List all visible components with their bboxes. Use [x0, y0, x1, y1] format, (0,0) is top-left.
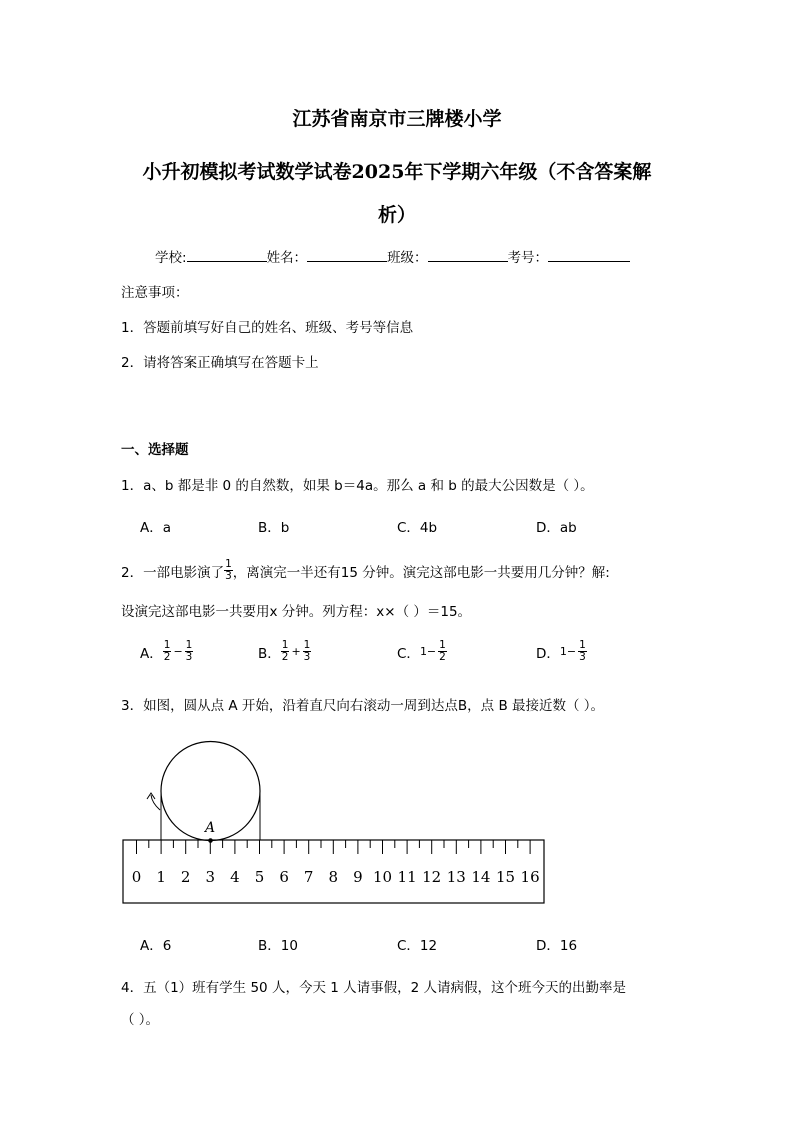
q2-option-b[interactable] [258, 640, 311, 663]
frac-numerator: 1 [303, 639, 311, 651]
question-4-line-1: 4．五（1）班有学生 50 人，今天 1 人请事假，2 人请病假，这个班今天的出勤率是 [121, 980, 626, 996]
q3-option-c[interactable]: C．12 [397, 938, 438, 954]
frac-denominator: 2 [163, 651, 171, 663]
frac-numerator: 1 [579, 639, 586, 651]
note-item-2: 2．请将答案正确填写在答题卡上 [121, 355, 319, 371]
frac-denominator: 3 [185, 651, 193, 663]
notes-heading: 注意事项： [121, 285, 189, 301]
ruler-tick-label: 11 [397, 868, 417, 886]
q2-fraction-numerator: 1 [225, 558, 232, 570]
frac-numerator: 1 [281, 639, 289, 651]
q2-fraction [224, 559, 233, 582]
operator: + [291, 645, 301, 658]
q2-option-b-label: B． [258, 645, 281, 662]
question-2-line-2: 设演完这部电影一共要用x 分钟。列方程：x×（ ）＝15。 [121, 604, 472, 620]
q2-option-a-label: A． [140, 645, 163, 662]
q2-option-a[interactable] [140, 640, 193, 663]
name-label: 姓名： [266, 250, 308, 266]
q2-fraction-denominator: 3 [225, 570, 232, 582]
q2-c-frac [438, 640, 447, 663]
ruler-tick-label: 15 [495, 868, 516, 886]
q2-option-d-expression [560, 640, 587, 663]
ruler-tick-label: 10 [372, 868, 393, 886]
q2-b-frac-1 [281, 640, 290, 663]
class-label: 班级： [387, 250, 428, 266]
q2-option-d-label: D． [536, 645, 560, 662]
number-blank[interactable] [548, 247, 630, 262]
frac-numerator: 1 [163, 639, 171, 651]
q2-option-c-expression [420, 640, 447, 663]
question-2-stem [121, 559, 610, 582]
ruler-tick-label: 12 [422, 868, 442, 886]
frac-denominator: 3 [303, 651, 311, 663]
ruler-ticks [132, 840, 540, 886]
operator: − [173, 645, 183, 658]
point-a-label: A [205, 820, 216, 836]
q2-option-a-expression [163, 640, 194, 663]
number-label: 考号： [507, 250, 549, 266]
q2-d-frac [578, 640, 587, 663]
ruler-tick-label: 3 [205, 868, 216, 886]
q1-option-a[interactable]: A．a [140, 520, 172, 536]
question-4-line-2: （ ）。 [121, 1012, 160, 1028]
ruler-tick-label: 0 [131, 868, 142, 886]
note-item-1: 1．答题前填写好自己的姓名、班级、考号等信息 [121, 320, 414, 336]
frac-denominator: 2 [439, 651, 446, 663]
question-1-stem: 1．a、b 都是非 0 的自然数，如果 b＝4a。那么 a 和 b 的最大公因数是（ ）。 [121, 478, 594, 494]
ruler-tick-label: 14 [471, 868, 491, 886]
ruler-tick-label: 9 [353, 868, 363, 886]
q2-b-frac-2 [303, 640, 312, 663]
title-line-1: 江苏省南京市三牌楼小学 [292, 108, 502, 130]
school-blank[interactable] [187, 247, 267, 262]
ruler-tick-label: 5 [254, 868, 265, 886]
question-3-stem: 3．如图，圆从点 A 开始，沿着直尺向右滚动一周到达点B，点 B 最接近数（ ）。 [121, 698, 605, 714]
q1-option-b[interactable]: B．b [258, 520, 290, 536]
ruler-tick-label: 4 [230, 868, 240, 886]
q2-a-frac-2 [185, 640, 194, 663]
name-blank[interactable] [307, 247, 387, 262]
ruler-tick-label: 7 [303, 868, 314, 886]
q2-option-c-label: C． [397, 645, 420, 662]
frac-numerator: 1 [439, 639, 446, 651]
q3-option-b[interactable]: B．10 [258, 938, 298, 954]
frac-denominator: 3 [579, 651, 586, 663]
q3-option-a[interactable]: A．6 [140, 938, 172, 954]
section-heading-choice: 一、选择题 [121, 442, 189, 458]
q2-option-b-expression [281, 640, 312, 663]
ruler-tick-label: 16 [520, 868, 540, 886]
q2-option-d[interactable] [536, 640, 587, 663]
q1-option-c[interactable]: C．4b [397, 520, 438, 536]
title-line-2: 小升初模拟考试数学试卷2025年下学期六年级（不含答案解 [142, 161, 652, 183]
student-info-row [155, 246, 630, 266]
school-label: 学校: [155, 250, 187, 266]
whole-minus: 1− [559, 645, 577, 658]
q3-option-d[interactable]: D．16 [536, 938, 578, 954]
title-line-3: 析） [377, 204, 416, 226]
ruler-circle-figure [110, 735, 560, 910]
ruler-tick-label: 8 [328, 868, 339, 886]
q2-a-frac-1 [163, 640, 172, 663]
frac-numerator: 1 [185, 639, 193, 651]
q1-option-d[interactable]: D．ab [536, 520, 577, 536]
ruler-tick-label: 1 [156, 868, 166, 886]
ruler-tick-label: 13 [446, 868, 466, 886]
frac-denominator: 2 [281, 651, 289, 663]
class-blank[interactable] [428, 247, 508, 262]
q2-stem-part-b: ，离演完一半还有15 分钟。演完这部电影一共要用几分钟？解: [232, 564, 610, 581]
q2-stem-part-a: 2．一部电影演了 [121, 564, 225, 581]
q2-option-c[interactable] [397, 640, 447, 663]
roll-direction-arrow [151, 795, 160, 810]
whole-minus: 1− [419, 645, 437, 658]
ruler-tick-label: 6 [279, 868, 289, 886]
ruler-tick-label: 2 [180, 868, 191, 886]
